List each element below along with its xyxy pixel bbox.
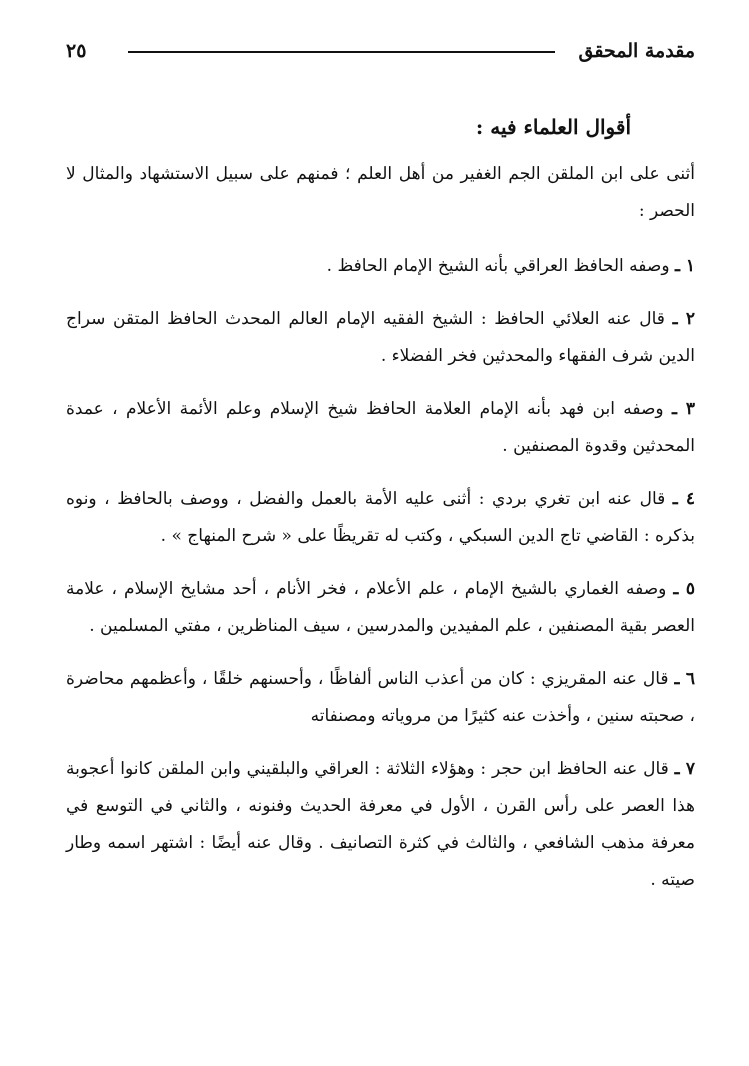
intro-paragraph: أثنى على ابن الملقن الجم الغفير من أهل العلم ؛ فمنهم على سبيل الاستشهاد والمثال لا الحصر :: [66, 164, 695, 221]
page-body: [66, 110, 695, 899]
list-item: [66, 301, 695, 375]
item-text: وصفه ابن فهد بأنه الإمام العلامة الحافظ شيخ الإسلام وعلم الأئمة الأعلام ، عمدة المحدثين وقدوة المصنفين .: [66, 399, 695, 456]
page-number: ٢٥: [66, 40, 87, 62]
list-item: [66, 571, 695, 645]
list-item: [66, 248, 695, 285]
item-text: قال عنه الحافظ ابن حجر : وهؤلاء الثلاثة : العراقي والبلقيني وابن الملقن كانوا أعجوبة هذا العصر على رأس القرن ، الأول في معرفة الحديث وفنونه ، والثاني في التوسع في معرفة مذهب الشافعي ، والثالث في كثرة التصانيف . وقال عنه أيضًا : اشتهر اسمه وطار صيته .: [66, 759, 695, 890]
header-rule: [128, 51, 555, 53]
item-text: وصفه الحافظ العراقي بأنه الشيخ الإمام الحافظ .: [326, 256, 670, 276]
item-text: وصفه الغماري بالشيخ الإمام ، علم الأعلام ، فخر الأنام ، أحد مشايخ الإسلام ، علامة العصر بقية المصنفين ، علم المفيدين والمدرسين ، سيف المناظرين ، مفتي المسلمين .: [66, 579, 695, 636]
item-number: ٣ ـ: [672, 399, 695, 419]
item-text: قال عنه العلائي الحافظ : الشيخ الفقيه الإمام العالم المحدث الحافظ المتقن سراج الدين شرف الفقهاء والمحدثين فخر الفضلاء .: [66, 309, 695, 366]
running-title: مقدمة المحقق: [578, 40, 695, 62]
item-text: قال عنه ابن تغري بردي : أثنى عليه الأمة بالعمل والفضل ، ووصف بالحافظ ، ونوه بذكره : القاضي تاج الدين السبكي ، وكتب له تقريظًا على « شرح المنهاج » .: [66, 489, 695, 546]
list-item: [66, 661, 695, 735]
running-header: [66, 36, 695, 68]
section-heading: أقوال العلماء فيه :: [475, 115, 631, 139]
item-number: ٤ ـ: [672, 489, 695, 509]
list-item: [66, 751, 695, 899]
item-number: ٦ ـ: [674, 669, 695, 689]
item-number: ٧ ـ: [674, 759, 695, 779]
list-item: [66, 391, 695, 465]
item-number: ٥ ـ: [673, 579, 695, 599]
item-number: ١ ـ: [674, 256, 695, 276]
list-item: [66, 481, 695, 555]
item-number: ٢ ـ: [672, 309, 695, 329]
item-text: قال عنه المقريزي : كان من أعذب الناس ألفاظًا ، وأحسنهم خلقًا ، وأعظمهم محاضرة ، صحبته سنين ، وأخذت عنه كثيرًا من مروياته ومصنفاته: [66, 669, 695, 726]
